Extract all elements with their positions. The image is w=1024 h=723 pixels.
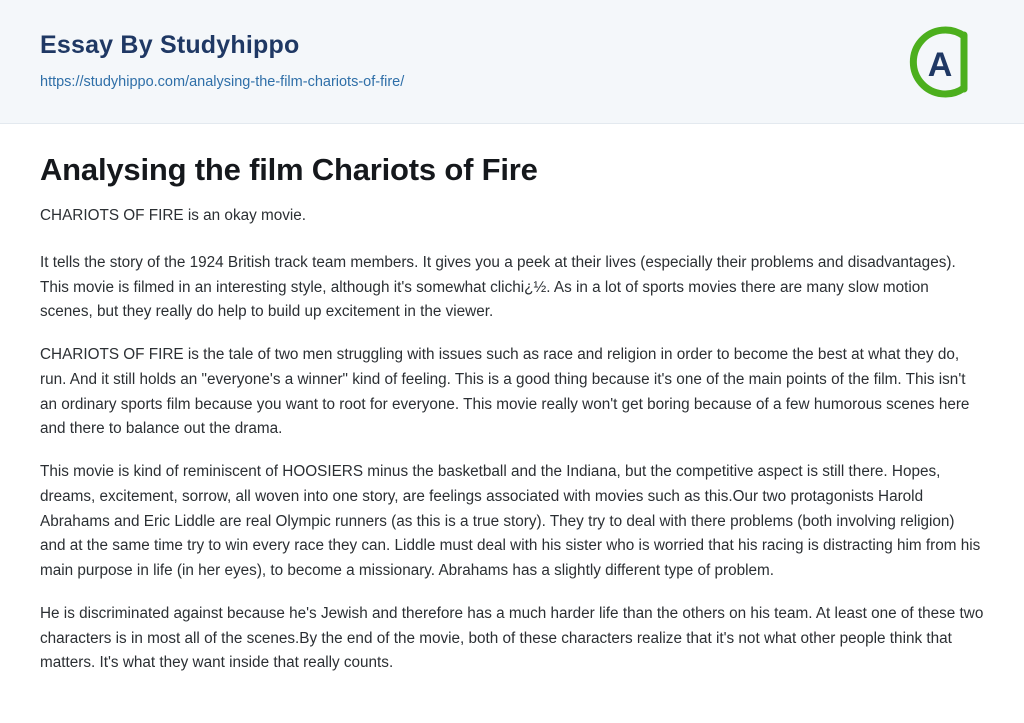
source-url-link[interactable]: https://studyhippo.com/analysing-the-film-chariots-of-fire/ [40, 74, 405, 90]
article-paragraph: This movie is kind of reminiscent of HOOSIERS minus the basketball and the Indiana, but the competitive aspect is still there. Hopes, dreams, excitement, sorrow, all woven into one story, are feelings associated with movies such as this.Our two protagonists Harold Abrahams and Eric Liddle are real Olympic runners (as this is a true story). They try to deal with there problems (both involving religion) and at the same time try to win every race they can. Liddle must deal with his sister who is worried that his racing is distracting him from his main purpose in life (in her eyes), to become a missionary. Abrahams has a slightly different type of problem. [40, 463, 981, 580]
article-paragraph: It tells the story of the 1924 British track team members. It gives you a peek at their lives (especially their problems and disadvantages). This movie is filmed in an interesting style, although it's somewhat clichi¿½. As in a lot of sports movies there are many slow motion scenes, but they really do help to build up excitement in the viewer. [40, 253, 956, 321]
article-paragraph: He is discriminated against because he's Jewish and therefore has a much harder life than the others on his team. At least one of these two characters is in most all of the scenes.By the end of the movie, both of these characters realize that it's not what other people think that matters. It's what they want inside that really counts. [40, 604, 984, 672]
svg-text:A: A [927, 46, 953, 84]
article-paragraph: CHARIOTS OF FIRE is an okay movie. [40, 207, 307, 224]
page-title: Analysing the film Chariots of Fire [40, 152, 538, 187]
studyhippo-a-logo-icon [902, 22, 982, 102]
site-header [0, 0, 1024, 124]
article-paragraph: CHARIOTS OF FIRE is the tale of two men struggling with issues such as race and religion in order to become the best at what they do, run. And it still holds an "everyone's a winner" kind of feeling. This is a good thing because it's one of the main points of the film. This isn't an ordinary sports film because you want to root for everyone. This movie really won't get boring because of a few humorous scenes here and there to balance out the drama. [40, 346, 970, 438]
article-body [0, 124, 1024, 676]
site-brand-title: Essay By Studyhippo [40, 31, 300, 59]
